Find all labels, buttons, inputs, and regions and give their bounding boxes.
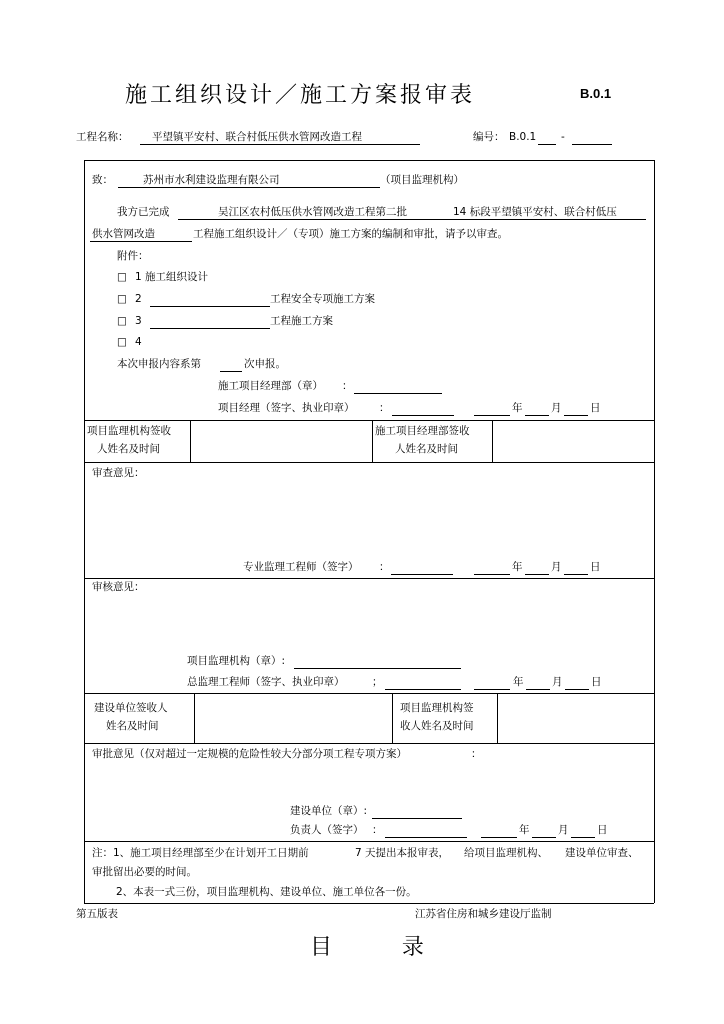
manager-month-underline xyxy=(525,415,549,416)
attachment-4-checkbox[interactable]: □ xyxy=(117,336,127,348)
approval-sign-underline xyxy=(385,837,467,838)
project-name-underline xyxy=(140,144,420,145)
report-suffix: 次申报。 xyxy=(244,358,286,370)
project-name-label: 工程名称： xyxy=(76,131,129,143)
manager-day-underline xyxy=(564,415,588,416)
number-prefix: B.0.1 xyxy=(509,131,537,143)
attachment-1-label: 1 施工组织设计 xyxy=(135,271,209,283)
review-colon: ： xyxy=(379,561,390,573)
review-day: 日 xyxy=(590,561,601,573)
attachment-3-underline xyxy=(150,328,270,329)
audit-month: 月 xyxy=(552,676,563,688)
approval-day-underline xyxy=(571,837,595,838)
audit-org: 项目监理机构（章）: xyxy=(187,655,286,667)
footer-edition: 第五版表 xyxy=(76,908,118,920)
dept-label: 施工项目经理部（章） xyxy=(218,380,323,392)
review-month-underline xyxy=(525,574,549,575)
review-label: 审查意见： xyxy=(92,467,145,479)
dept-underline xyxy=(354,393,442,394)
attachment-1-checkbox[interactable]: □ xyxy=(117,271,127,283)
approval-month: 月 xyxy=(558,824,569,836)
number-label: 编号： xyxy=(473,131,505,143)
manager-day: 日 xyxy=(590,402,601,414)
supervisor-receive-label-2: 人姓名及时间 xyxy=(97,443,160,455)
manager-label: 项目经理（签字、执业印章） xyxy=(218,402,355,414)
form-code: B.0.1 xyxy=(580,86,612,101)
attachment-2-underline xyxy=(150,306,270,307)
to-underline xyxy=(118,187,380,188)
review-year: 年 xyxy=(512,561,523,573)
number-dash: - xyxy=(561,131,565,143)
approval-person: 负责人（签字） xyxy=(290,824,364,836)
to-value: 苏州市水利建设监理有限公司 xyxy=(143,174,280,186)
review-sign-underline xyxy=(391,574,453,575)
project-name-value: 平望镇平安村、联合村低压供水管网改造工程 xyxy=(152,131,362,143)
lot-text: 14 标段平望镇平安村、联合村低压 xyxy=(453,206,617,218)
supervisor-receive2-label-2: 收人姓名及时间 xyxy=(400,720,474,732)
footer-supervisor: 江苏省住房和城乡建设厅监制 xyxy=(415,908,552,920)
attachment-3-label: 3 xyxy=(135,315,142,327)
audit-month-underline xyxy=(526,689,550,690)
number-underline-1 xyxy=(538,144,556,145)
attachment-2-checkbox[interactable]: □ xyxy=(117,293,127,305)
approval-unit-underline xyxy=(372,818,462,819)
report-count-underline xyxy=(220,371,242,372)
approval-year-underline xyxy=(481,837,517,838)
note-1a: 注：1、施工项目经理部至少在计划开工日期前 xyxy=(92,847,309,859)
line2-underline xyxy=(90,241,192,242)
audit-chief: 总监理工程师（签字、执业印章） xyxy=(187,676,345,688)
attachment-2-label: 2 xyxy=(135,293,142,305)
completed-project: 吴江区农村低压供水管网改造工程第二批 xyxy=(218,206,407,218)
owner-receive-label-2: 姓名及时间 xyxy=(106,720,159,732)
attachment-2-suffix: 工程安全专项施工方案 xyxy=(270,293,375,305)
next-section-heading: 目 录 xyxy=(310,935,424,960)
completed-underline xyxy=(178,219,646,220)
approval-day: 日 xyxy=(597,824,608,836)
audit-sign-underline xyxy=(385,689,461,690)
audit-org-underline xyxy=(294,668,461,669)
to-suffix: （项目监理机构） xyxy=(380,174,464,186)
to-label: 致： xyxy=(92,174,113,186)
approval-month-underline xyxy=(532,837,556,838)
contractor-receive-label-1: 施工项目经理部签收 xyxy=(375,425,470,437)
approval-year: 年 xyxy=(519,824,530,836)
manager-year: 年 xyxy=(512,402,523,414)
manager-month: 月 xyxy=(551,402,562,414)
line2-underlined: 供水管网改造 xyxy=(92,228,155,240)
audit-day: 日 xyxy=(591,676,602,688)
audit-semicolon: ； xyxy=(372,676,383,688)
approval-colon: ： xyxy=(471,748,482,760)
audit-day-underline xyxy=(565,689,589,690)
manager-year-underline xyxy=(474,415,510,416)
approval-colon-2: ： xyxy=(372,824,383,836)
review-signer: 专业监理工程师（签字） xyxy=(243,561,359,573)
completed-prefix: 我方已完成 xyxy=(117,206,170,218)
report-prefix: 本次申报内容系第 xyxy=(117,358,201,370)
audit-year-underline xyxy=(474,689,510,690)
approval-label: 审批意见（仅对超过一定规模的危险性较大分部分项工程专项方案） xyxy=(92,748,407,760)
note-1d: 建设单位审查、 xyxy=(565,847,639,859)
line2-rest: 工程施工组织设计／（专项）施工方案的编制和审批，请予以审查。 xyxy=(193,228,508,240)
note-1c: 给项目监理机构、 xyxy=(464,847,548,859)
owner-receive-label-1: 建设单位签收人 xyxy=(94,702,168,714)
attachment-3-suffix: 工程施工方案 xyxy=(270,315,333,327)
review-year-underline xyxy=(474,574,510,575)
audit-label: 审核意见： xyxy=(92,581,145,593)
attachment-4-label: 4 xyxy=(135,336,142,348)
note-3: 2、本表一式三份，项目监理机构、建设单位、施工单位各一份。 xyxy=(116,886,417,898)
attachment-3-checkbox[interactable]: □ xyxy=(117,315,127,327)
note-2: 审批留出必要的时间。 xyxy=(92,866,197,878)
manager-colon: ： xyxy=(379,402,390,414)
contractor-receive-label-2: 人姓名及时间 xyxy=(395,443,458,455)
page-title: 施工组织设计／施工方案报审表 xyxy=(125,83,476,108)
supervisor-receive2-label-1: 项目监理机构签 xyxy=(400,702,474,714)
note-1b: 7 天提出本报审表， xyxy=(355,847,450,859)
review-month: 月 xyxy=(551,561,562,573)
dept-colon: ： xyxy=(342,380,353,392)
manager-sign-underline xyxy=(392,415,454,416)
approval-unit: 建设单位（章）: xyxy=(290,805,368,817)
review-day-underline xyxy=(564,574,588,575)
supervisor-receive-label-1: 项目监理机构签收 xyxy=(87,425,171,437)
attachments-label: 附件： xyxy=(117,250,149,262)
audit-year: 年 xyxy=(513,676,524,688)
number-underline-2 xyxy=(572,144,612,145)
